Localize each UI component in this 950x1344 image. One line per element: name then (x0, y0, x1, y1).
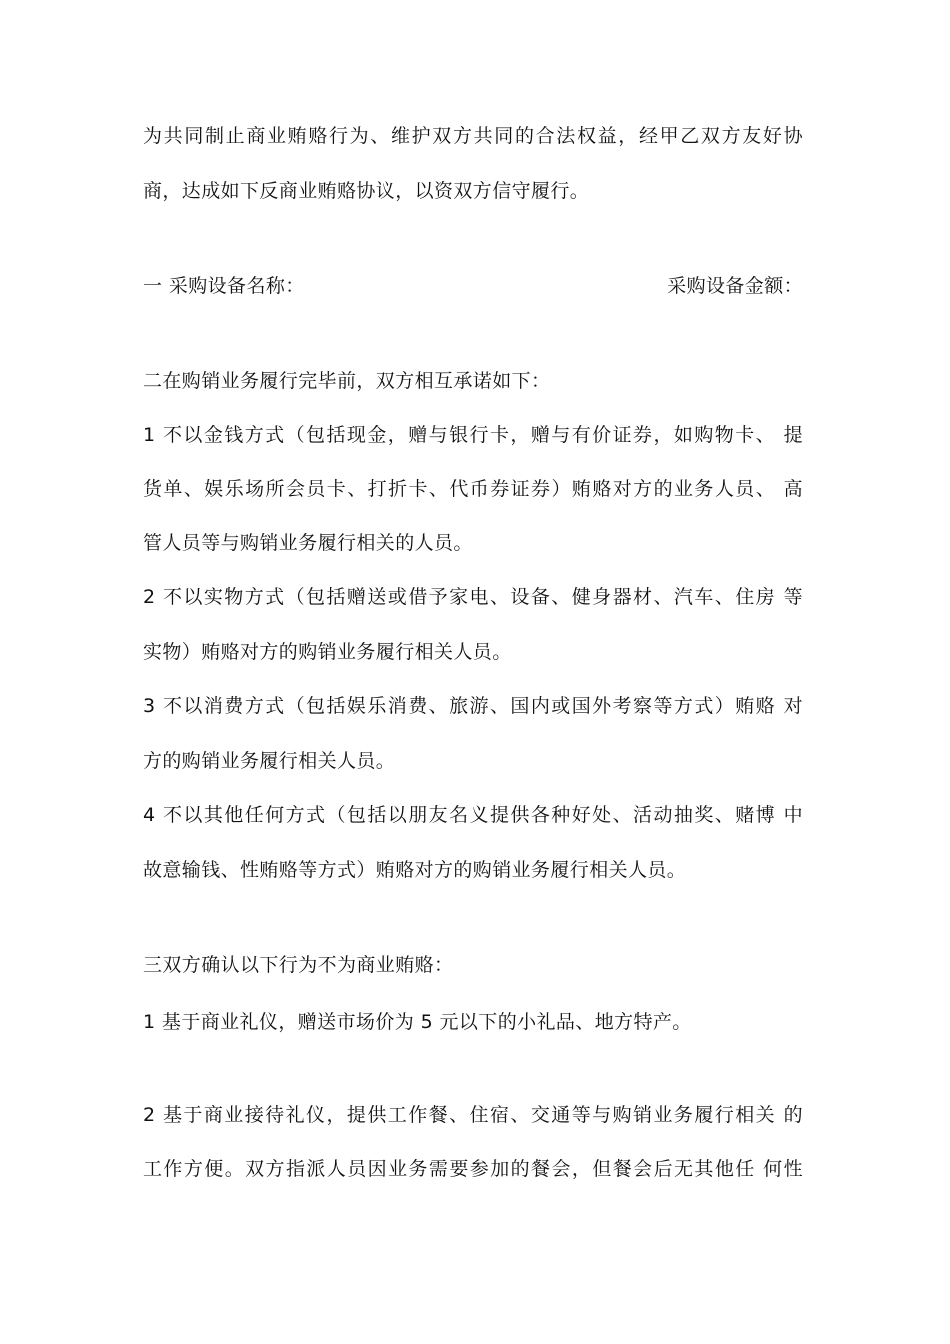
section2-line: 管人员等与购销业务履行相关的人员。 (143, 532, 473, 554)
section2-line: 4 不以其他任何方式（包括以朋友名义提供各种好处、活动抽奖、赌博 中 (143, 804, 803, 826)
section2-line: 1 不以金钱方式（包括现金，赠与银行卡，赠与有价证券，如购物卡、 提 (143, 424, 803, 446)
equipment-name-label: 一 采购设备名称： (143, 275, 305, 297)
section2-line: 2 不以实物方式（包括赠送或借予家电、设备、健身器材、汽车、住房 等 (143, 586, 803, 608)
section1-row (143, 273, 803, 299)
section2-line: 3 不以消费方式（包括娱乐消费、旅游、国内或国外考察等方式）贿赂 对 (143, 695, 803, 717)
section3-item-1: 1 基于商业礼仪，赠送市场价为 5 元以下的小礼品、地方特产。 (143, 1011, 692, 1033)
section3-heading: 三双方确认以下行为不为商业贿赂： (143, 954, 454, 976)
section2-heading: 二在购销业务履行完毕前，双方相互承诺如下： (143, 370, 551, 392)
section2-line: 货单、娱乐场所会员卡、打折卡、代币券证券）贿赂对方的业务人员、 高 (143, 478, 803, 500)
section2-line: 故意输钱、性贿赂等方式）贿赂对方的购销业务履行相关人员。 (143, 859, 687, 881)
equipment-amount-label: 采购设备金额： (667, 275, 803, 297)
section2-line: 方的购销业务履行相关人员。 (143, 750, 396, 772)
section3-item-2-line: 工作方便。双方指派人员因业务需要参加的餐会，但餐会后无其他任 何性 (143, 1158, 803, 1180)
section2-line: 实物）贿赂对方的购销业务履行相关人员。 (143, 641, 512, 663)
intro-line-2: 商，达成如下反商业贿赂协议，以资双方信守履行。 (143, 180, 590, 202)
section3-item-2-line: 2 基于商业接待礼仪，提供工作餐、住宿、交通等与购销业务履行相关 的 (143, 1104, 803, 1126)
intro-line-1: 为共同制止商业贿赂行为、维护双方共同的合法权益，经甲乙双方友好协 (143, 125, 803, 147)
